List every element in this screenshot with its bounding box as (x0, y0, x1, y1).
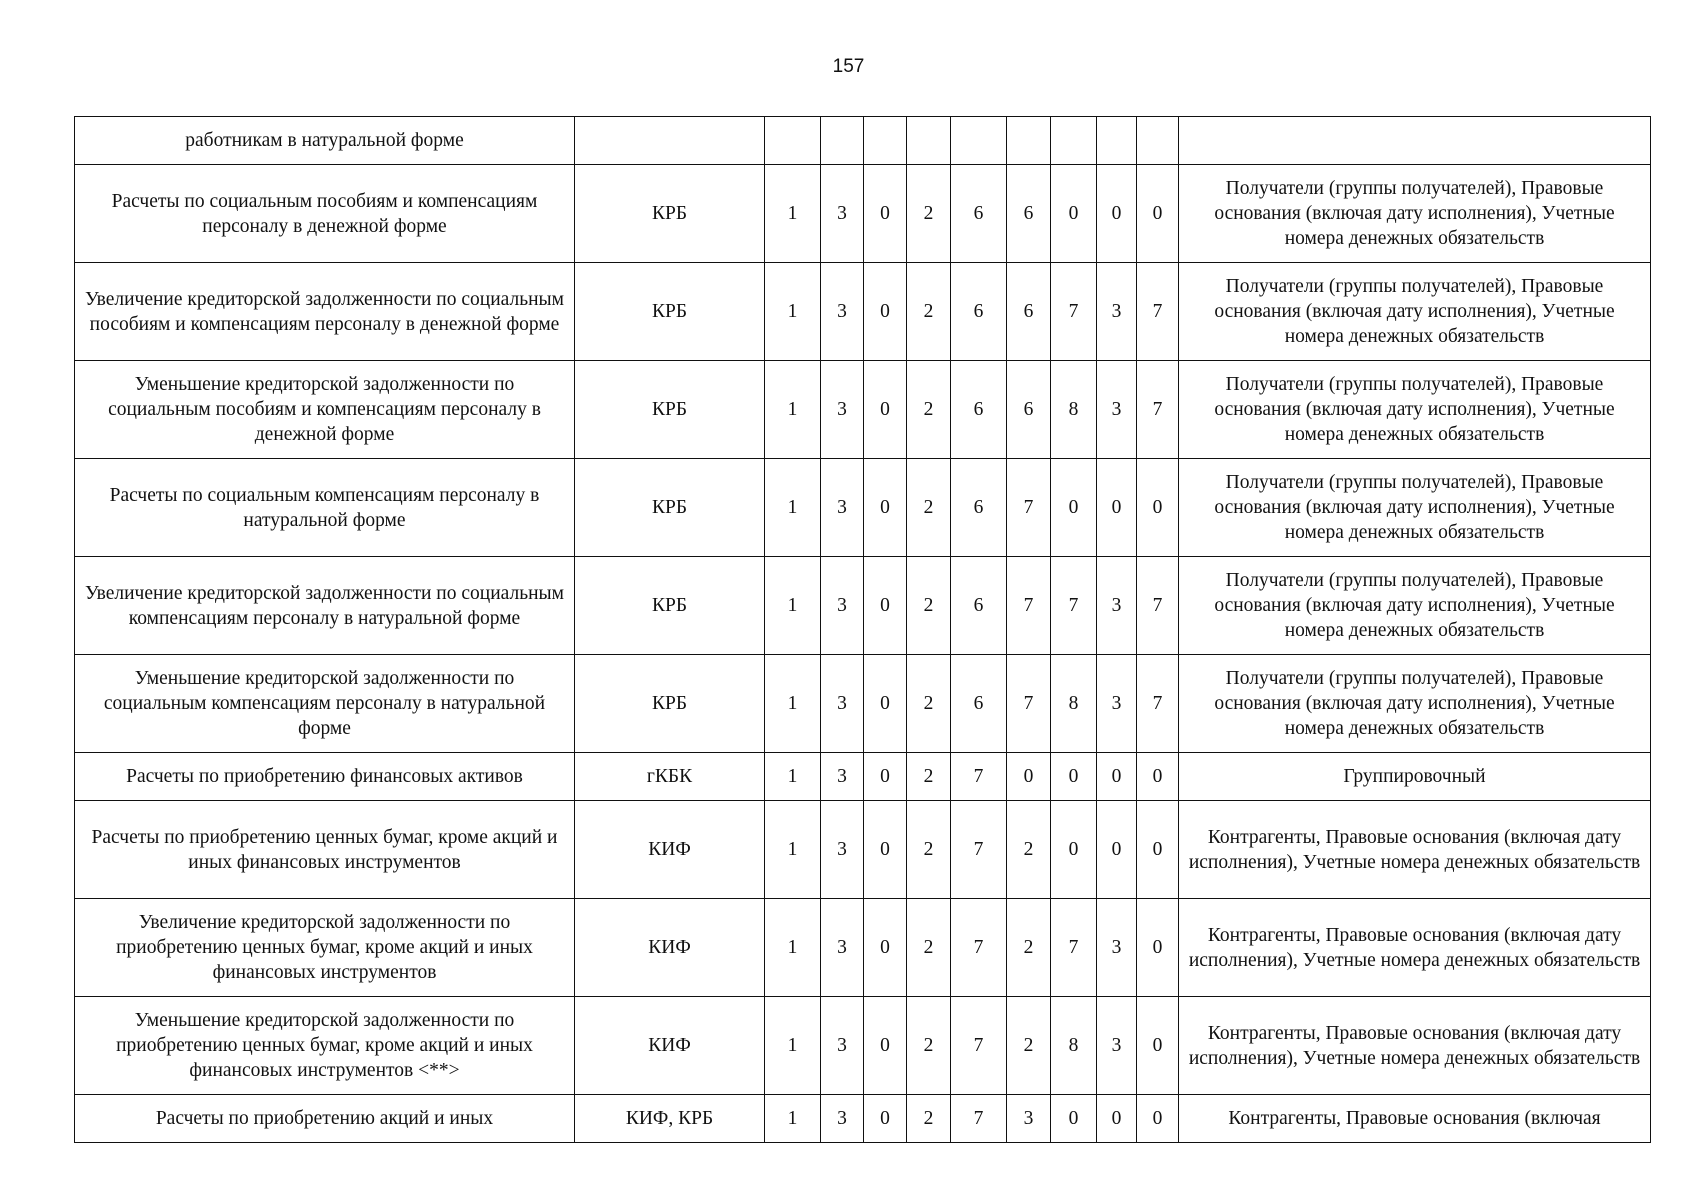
account-code-digit-9: 0 (1137, 165, 1179, 263)
table-row (75, 801, 1651, 899)
account-code-digit-1: 1 (765, 1095, 821, 1143)
table-body (75, 117, 1651, 1143)
account-code-digit-7: 0 (1051, 459, 1097, 557)
account-name-cell: Увеличение кредиторской задолженности по социальным компенсациям персоналу в натуральной форме (75, 557, 575, 655)
account-code-digit-8: 3 (1097, 997, 1137, 1095)
table-row (75, 899, 1651, 997)
account-name-cell: Уменьшение кредиторской задолженности по приобретению ценных бумаг, кроме акций и иных финансовых инструментов <**> (75, 997, 575, 1095)
code-type-cell: КИФ (575, 801, 765, 899)
code-type-cell (575, 117, 765, 165)
table-row (75, 263, 1651, 361)
account-code-digit-7: 7 (1051, 899, 1097, 997)
account-code-digit-1: 1 (765, 899, 821, 997)
account-name-cell: Расчеты по приобретению финансовых активов (75, 753, 575, 801)
account-code-digit-6: 0 (1007, 753, 1051, 801)
account-code-digit-8: 0 (1097, 459, 1137, 557)
account-code-digit-7: 8 (1051, 655, 1097, 753)
account-code-digit-3: 0 (864, 655, 907, 753)
analytics-cell: Получатели (группы получателей), Правовые основания (включая дату исполнения), Учетные номера денежных обязательств (1179, 655, 1651, 753)
account-code-digit-7: 8 (1051, 361, 1097, 459)
account-code-digit-2: 3 (821, 557, 864, 655)
account-code-digit-2: 3 (821, 459, 864, 557)
analytics-cell: Контрагенты, Правовые основания (включая (1179, 1095, 1651, 1143)
account-name-cell: Расчеты по социальным компенсациям персоналу в натуральной форме (75, 459, 575, 557)
account-code-digit-7 (1051, 117, 1097, 165)
code-type-cell: КРБ (575, 459, 765, 557)
account-code-digit-6: 2 (1007, 801, 1051, 899)
account-code-digit-5: 7 (951, 753, 1007, 801)
account-code-digit-5: 7 (951, 997, 1007, 1095)
account-code-digit-8: 0 (1097, 753, 1137, 801)
account-code-digit-2: 3 (821, 165, 864, 263)
analytics-cell: Получатели (группы получателей), Правовые основания (включая дату исполнения), Учетные номера денежных обязательств (1179, 557, 1651, 655)
table-row (75, 361, 1651, 459)
analytics-cell: Получатели (группы получателей), Правовые основания (включая дату исполнения), Учетные номера денежных обязательств (1179, 361, 1651, 459)
account-code-digit-5 (951, 117, 1007, 165)
page-number: 157 (832, 56, 865, 77)
account-code-digit-8: 3 (1097, 263, 1137, 361)
account-code-digit-4: 2 (907, 459, 951, 557)
account-code-digit-4: 2 (907, 1095, 951, 1143)
account-code-digit-4: 2 (907, 655, 951, 753)
account-code-digit-6: 7 (1007, 459, 1051, 557)
account-code-digit-4: 2 (907, 801, 951, 899)
code-type-cell: КРБ (575, 361, 765, 459)
account-code-digit-1: 1 (765, 997, 821, 1095)
account-code-digit-8: 0 (1097, 801, 1137, 899)
account-code-digit-6: 7 (1007, 557, 1051, 655)
account-code-digit-5: 6 (951, 165, 1007, 263)
account-code-digit-8: 3 (1097, 557, 1137, 655)
account-code-digit-3: 0 (864, 997, 907, 1095)
code-type-cell: КРБ (575, 165, 765, 263)
account-code-digit-8: 0 (1097, 1095, 1137, 1143)
account-name-cell: работникам в натуральной форме (75, 117, 575, 165)
account-code-digit-4: 2 (907, 997, 951, 1095)
account-code-digit-9 (1137, 117, 1179, 165)
code-type-cell: КРБ (575, 655, 765, 753)
account-code-digit-3: 0 (864, 557, 907, 655)
account-code-digit-1 (765, 117, 821, 165)
account-name-cell: Расчеты по социальным пособиям и компенсациям персоналу в денежной форме (75, 165, 575, 263)
account-code-digit-1: 1 (765, 655, 821, 753)
account-code-digit-9: 0 (1137, 997, 1179, 1095)
analytics-cell: Получатели (группы получателей), Правовые основания (включая дату исполнения), Учетные номера денежных обязательств (1179, 263, 1651, 361)
table-row (75, 1095, 1651, 1143)
analytics-cell: Получатели (группы получателей), Правовые основания (включая дату исполнения), Учетные номера денежных обязательств (1179, 459, 1651, 557)
account-code-digit-9: 7 (1137, 263, 1179, 361)
account-code-digit-2: 3 (821, 361, 864, 459)
account-code-digit-6: 3 (1007, 1095, 1051, 1143)
account-name-cell: Расчеты по приобретению ценных бумаг, кроме акций и иных финансовых инструментов (75, 801, 575, 899)
account-code-digit-3 (864, 117, 907, 165)
analytics-cell: Получатели (группы получателей), Правовые основания (включая дату исполнения), Учетные номера денежных обязательств (1179, 165, 1651, 263)
account-code-digit-1: 1 (765, 557, 821, 655)
table-row (75, 753, 1651, 801)
account-code-digit-5: 6 (951, 263, 1007, 361)
account-code-digit-4: 2 (907, 557, 951, 655)
account-code-digit-8: 3 (1097, 361, 1137, 459)
account-code-digit-3: 0 (864, 361, 907, 459)
table-row (75, 557, 1651, 655)
account-code-digit-3: 0 (864, 899, 907, 997)
account-code-digit-5: 7 (951, 801, 1007, 899)
account-code-digit-1: 1 (765, 165, 821, 263)
account-code-digit-2 (821, 117, 864, 165)
code-type-cell: КРБ (575, 263, 765, 361)
table-row (75, 117, 1651, 165)
analytics-cell (1179, 117, 1651, 165)
account-code-digit-9: 7 (1137, 557, 1179, 655)
code-type-cell: гКБК (575, 753, 765, 801)
account-code-digit-4: 2 (907, 263, 951, 361)
account-code-digit-5: 6 (951, 557, 1007, 655)
analytics-cell: Группировочный (1179, 753, 1651, 801)
account-code-digit-2: 3 (821, 801, 864, 899)
analytics-cell: Контрагенты, Правовые основания (включая дату исполнения), Учетные номера денежных обязательств (1179, 997, 1651, 1095)
table-row (75, 997, 1651, 1095)
code-type-cell: КИФ (575, 997, 765, 1095)
account-code-digit-5: 6 (951, 459, 1007, 557)
account-code-digit-1: 1 (765, 263, 821, 361)
account-code-digit-7: 0 (1051, 801, 1097, 899)
account-code-digit-5: 6 (951, 655, 1007, 753)
code-type-cell: КИФ, КРБ (575, 1095, 765, 1143)
account-name-cell: Расчеты по приобретению акций и иных (75, 1095, 575, 1143)
account-code-digit-4: 2 (907, 899, 951, 997)
account-code-digit-3: 0 (864, 263, 907, 361)
account-code-digit-8: 0 (1097, 165, 1137, 263)
account-code-digit-6 (1007, 117, 1051, 165)
account-code-digit-7: 7 (1051, 263, 1097, 361)
account-code-digit-3: 0 (864, 753, 907, 801)
account-code-digit-6: 2 (1007, 997, 1051, 1095)
account-code-digit-2: 3 (821, 997, 864, 1095)
account-code-digit-6: 6 (1007, 361, 1051, 459)
account-code-digit-7: 7 (1051, 557, 1097, 655)
table-row (75, 459, 1651, 557)
account-name-cell: Увеличение кредиторской задолженности по приобретению ценных бумаг, кроме акций и иных финансовых инструментов (75, 899, 575, 997)
account-code-digit-9: 7 (1137, 361, 1179, 459)
analytics-cell: Контрагенты, Правовые основания (включая дату исполнения), Учетные номера денежных обязательств (1179, 899, 1651, 997)
account-code-digit-9: 0 (1137, 899, 1179, 997)
account-code-digit-9: 0 (1137, 459, 1179, 557)
account-code-digit-2: 3 (821, 263, 864, 361)
account-code-digit-1: 1 (765, 801, 821, 899)
account-code-digit-3: 0 (864, 1095, 907, 1143)
account-code-digit-1: 1 (765, 361, 821, 459)
account-code-digit-2: 3 (821, 753, 864, 801)
account-code-digit-5: 6 (951, 361, 1007, 459)
code-type-cell: КРБ (575, 557, 765, 655)
account-code-digit-9: 0 (1137, 753, 1179, 801)
account-code-digit-4: 2 (907, 165, 951, 263)
account-code-digit-3: 0 (864, 165, 907, 263)
account-name-cell: Уменьшение кредиторской задолженности по социальным компенсациям персоналу в натуральной форме (75, 655, 575, 753)
account-code-digit-3: 0 (864, 801, 907, 899)
account-code-digit-9: 7 (1137, 655, 1179, 753)
account-code-digit-4: 2 (907, 753, 951, 801)
account-code-digit-7: 0 (1051, 165, 1097, 263)
account-name-cell: Уменьшение кредиторской задолженности по социальным пособиям и компенсациям персоналу в денежной форме (75, 361, 575, 459)
account-code-digit-2: 3 (821, 899, 864, 997)
table-row (75, 165, 1651, 263)
account-code-digit-8: 3 (1097, 899, 1137, 997)
account-code-digit-7: 0 (1051, 753, 1097, 801)
account-code-digit-6: 6 (1007, 263, 1051, 361)
account-code-digit-5: 7 (951, 1095, 1007, 1143)
account-code-digit-9: 0 (1137, 1095, 1179, 1143)
account-code-digit-2: 3 (821, 655, 864, 753)
accounts-table (74, 116, 1651, 1143)
analytics-cell: Контрагенты, Правовые основания (включая дату исполнения), Учетные номера денежных обязательств (1179, 801, 1651, 899)
account-code-digit-7: 0 (1051, 1095, 1097, 1143)
account-code-digit-8: 3 (1097, 655, 1137, 753)
account-code-digit-9: 0 (1137, 801, 1179, 899)
account-code-digit-5: 7 (951, 899, 1007, 997)
account-code-digit-7: 8 (1051, 997, 1097, 1095)
account-name-cell: Увеличение кредиторской задолженности по социальным пособиям и компенсациям персоналу в денежной форме (75, 263, 575, 361)
account-code-digit-2: 3 (821, 1095, 864, 1143)
account-code-digit-6: 6 (1007, 165, 1051, 263)
account-code-digit-6: 7 (1007, 655, 1051, 753)
account-code-digit-1: 1 (765, 459, 821, 557)
account-code-digit-8 (1097, 117, 1137, 165)
account-code-digit-4: 2 (907, 361, 951, 459)
account-code-digit-4 (907, 117, 951, 165)
account-code-digit-6: 2 (1007, 899, 1051, 997)
account-code-digit-3: 0 (864, 459, 907, 557)
account-code-digit-1: 1 (765, 753, 821, 801)
code-type-cell: КИФ (575, 899, 765, 997)
table-row (75, 655, 1651, 753)
